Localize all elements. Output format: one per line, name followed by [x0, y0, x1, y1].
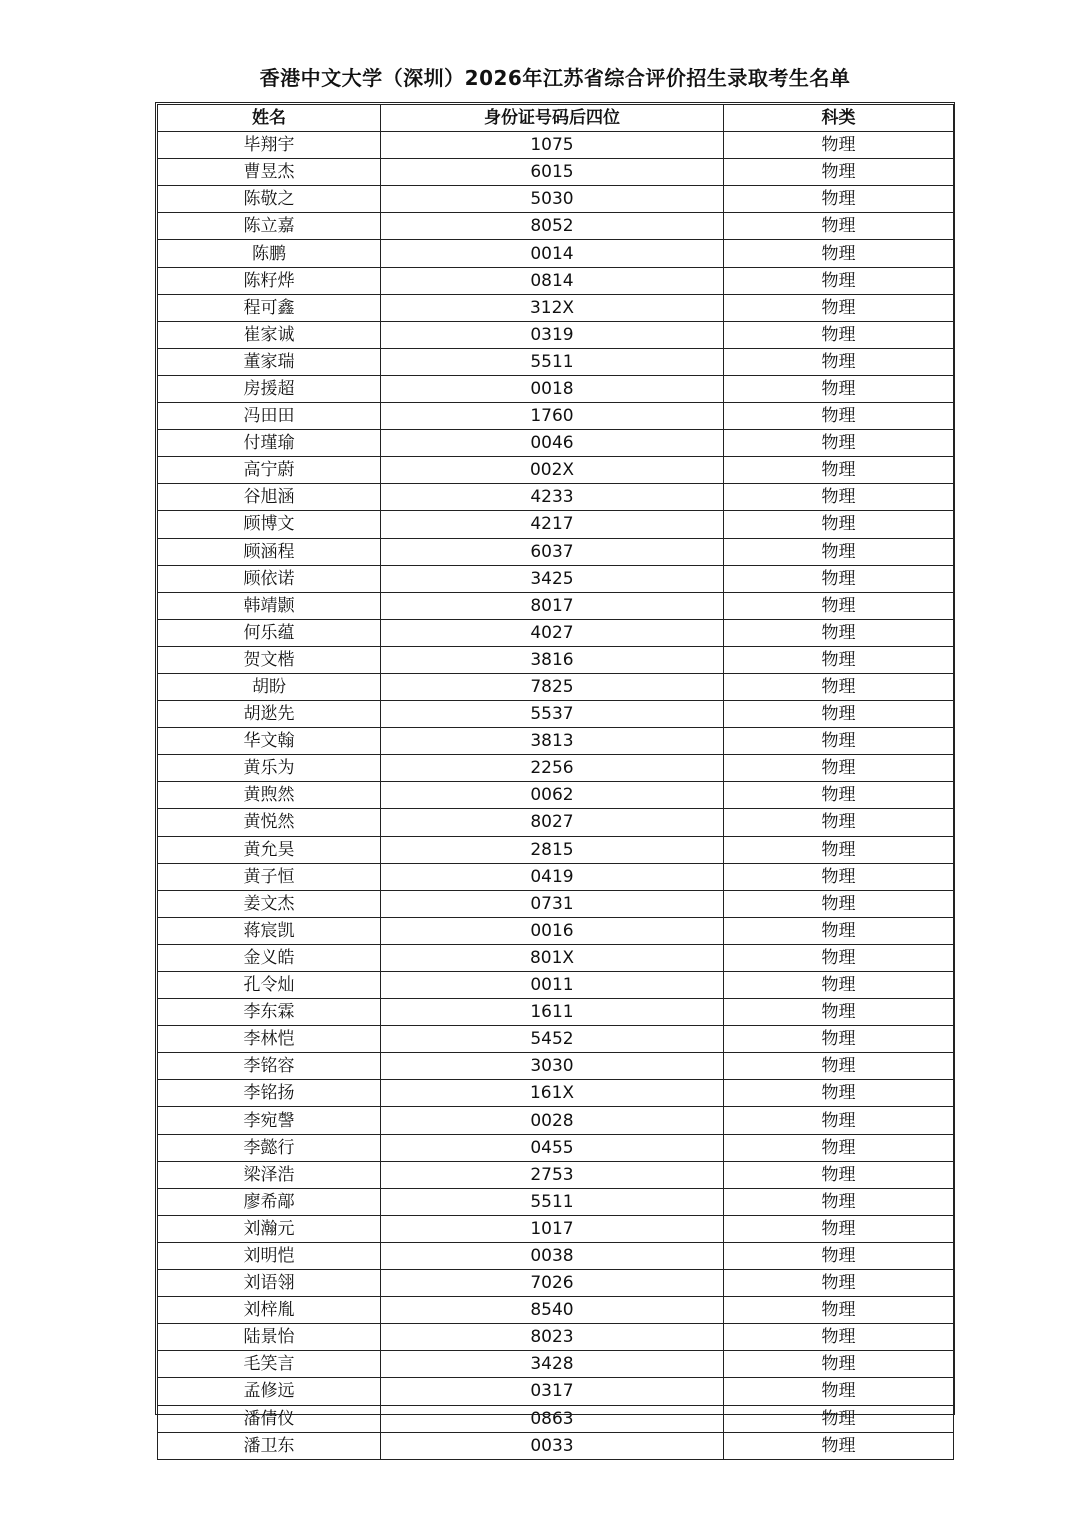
cell-name: 蒋宸凯 [158, 917, 381, 944]
cell-subject: 物理 [724, 972, 954, 999]
cell-name: 李铭扬 [158, 1080, 381, 1107]
table-row [158, 213, 954, 240]
cell-id-last4: 0033 [381, 1432, 724, 1459]
table-row [158, 1053, 954, 1080]
cell-subject: 物理 [724, 186, 954, 213]
cell-subject: 物理 [724, 646, 954, 673]
cell-id-last4: 2815 [381, 836, 724, 863]
cell-name: 金义皓 [158, 944, 381, 971]
table-row [158, 403, 954, 430]
cell-id-last4: 1760 [381, 403, 724, 430]
cell-name: 黄悦然 [158, 809, 381, 836]
table-row [158, 511, 954, 538]
cell-subject: 物理 [724, 538, 954, 565]
cell-subject: 物理 [724, 1242, 954, 1269]
cell-id-last4: 5030 [381, 186, 724, 213]
cell-subject: 物理 [724, 511, 954, 538]
table-row [158, 917, 954, 944]
cell-id-last4: 312X [381, 294, 724, 321]
cell-subject: 物理 [724, 348, 954, 375]
cell-subject: 物理 [724, 917, 954, 944]
table-row [158, 1432, 954, 1459]
table-row [158, 321, 954, 348]
cell-id-last4: 3428 [381, 1351, 724, 1378]
cell-subject: 物理 [724, 673, 954, 700]
cell-id-last4: 161X [381, 1080, 724, 1107]
cell-name: 李懿行 [158, 1134, 381, 1161]
cell-subject: 物理 [724, 701, 954, 728]
admission-table [157, 104, 954, 1460]
cell-subject: 物理 [724, 240, 954, 267]
table-row [158, 1297, 954, 1324]
cell-subject: 物理 [724, 1026, 954, 1053]
cell-name: 崔家诚 [158, 321, 381, 348]
cell-subject: 物理 [724, 1297, 954, 1324]
cell-id-last4: 1075 [381, 132, 724, 159]
cell-id-last4: 0062 [381, 782, 724, 809]
table-row [158, 619, 954, 646]
cell-name: 胡逖先 [158, 701, 381, 728]
cell-name: 房援超 [158, 375, 381, 402]
cell-id-last4: 5511 [381, 348, 724, 375]
cell-id-last4: 5452 [381, 1026, 724, 1053]
cell-name: 曹昱杰 [158, 159, 381, 186]
table-row [158, 375, 954, 402]
table-row [158, 1242, 954, 1269]
cell-name: 董家瑞 [158, 348, 381, 375]
cell-subject: 物理 [724, 1053, 954, 1080]
cell-id-last4: 8052 [381, 213, 724, 240]
cell-name: 刘语翎 [158, 1270, 381, 1297]
cell-subject: 物理 [724, 294, 954, 321]
header-subject: 科类 [724, 105, 954, 132]
cell-name: 李宛謦 [158, 1107, 381, 1134]
cell-subject: 物理 [724, 890, 954, 917]
cell-name: 廖希鄗 [158, 1188, 381, 1215]
cell-name: 付瑾瑜 [158, 430, 381, 457]
table-row [158, 701, 954, 728]
table-row [158, 1080, 954, 1107]
table-row [158, 728, 954, 755]
cell-id-last4: 0419 [381, 863, 724, 890]
cell-name: 韩靖颢 [158, 592, 381, 619]
cell-subject: 物理 [724, 1080, 954, 1107]
cell-subject: 物理 [724, 1378, 954, 1405]
cell-id-last4: 8017 [381, 592, 724, 619]
cell-subject: 物理 [724, 213, 954, 240]
cell-name: 何乐蕴 [158, 619, 381, 646]
cell-id-last4: 4027 [381, 619, 724, 646]
cell-name: 潘卫东 [158, 1432, 381, 1459]
cell-name: 顾依诺 [158, 565, 381, 592]
cell-name: 黄煦然 [158, 782, 381, 809]
cell-id-last4: 8540 [381, 1297, 724, 1324]
table-row [158, 836, 954, 863]
table-row [158, 1107, 954, 1134]
cell-subject: 物理 [724, 430, 954, 457]
table-row [158, 457, 954, 484]
table-row [158, 430, 954, 457]
table-row [158, 132, 954, 159]
cell-id-last4: 3425 [381, 565, 724, 592]
cell-id-last4: 3816 [381, 646, 724, 673]
cell-id-last4: 1017 [381, 1215, 724, 1242]
header-name: 姓名 [158, 105, 381, 132]
table-row [158, 1405, 954, 1432]
table-row [158, 159, 954, 186]
cell-name: 胡盼 [158, 673, 381, 700]
cell-name: 陈籽烨 [158, 267, 381, 294]
cell-subject: 物理 [724, 836, 954, 863]
cell-name: 孟修远 [158, 1378, 381, 1405]
table-row [158, 1270, 954, 1297]
cell-subject: 物理 [724, 1188, 954, 1215]
table-row [158, 484, 954, 511]
cell-subject: 物理 [724, 267, 954, 294]
table-row [158, 944, 954, 971]
cell-subject: 物理 [724, 1432, 954, 1459]
cell-subject: 物理 [724, 619, 954, 646]
cell-subject: 物理 [724, 728, 954, 755]
cell-id-last4: 0317 [381, 1378, 724, 1405]
table-row [158, 348, 954, 375]
table-row [158, 782, 954, 809]
cell-name: 顾涵程 [158, 538, 381, 565]
table-row [158, 240, 954, 267]
cell-name: 黄子恒 [158, 863, 381, 890]
table-row [158, 646, 954, 673]
cell-id-last4: 8023 [381, 1324, 724, 1351]
cell-subject: 物理 [724, 457, 954, 484]
cell-name: 梁泽浩 [158, 1161, 381, 1188]
table-row [158, 1161, 954, 1188]
table-row [158, 863, 954, 890]
cell-name: 刘瀚元 [158, 1215, 381, 1242]
cell-subject: 物理 [724, 1405, 954, 1432]
cell-id-last4: 7026 [381, 1270, 724, 1297]
cell-id-last4: 2256 [381, 755, 724, 782]
cell-id-last4: 0731 [381, 890, 724, 917]
table-row [158, 972, 954, 999]
cell-id-last4: 0016 [381, 917, 724, 944]
cell-name: 贺文楷 [158, 646, 381, 673]
table-row [158, 294, 954, 321]
cell-name: 刘明恺 [158, 1242, 381, 1269]
cell-id-last4: 6037 [381, 538, 724, 565]
cell-subject: 物理 [724, 782, 954, 809]
cell-subject: 物理 [724, 375, 954, 402]
table-row [158, 1134, 954, 1161]
cell-subject: 物理 [724, 1134, 954, 1161]
cell-name: 黄乐为 [158, 755, 381, 782]
table-row [158, 538, 954, 565]
cell-id-last4: 002X [381, 457, 724, 484]
page-title: 香港中文大学（深圳）2026年江苏省综合评价招生录取考生名单 [259, 66, 851, 90]
table-row [158, 1215, 954, 1242]
cell-name: 冯田田 [158, 403, 381, 430]
cell-id-last4: 0038 [381, 1242, 724, 1269]
cell-subject: 物理 [724, 1351, 954, 1378]
cell-name: 陆景怡 [158, 1324, 381, 1351]
cell-id-last4: 0011 [381, 972, 724, 999]
cell-id-last4: 3030 [381, 1053, 724, 1080]
cell-id-last4: 7825 [381, 673, 724, 700]
cell-subject: 物理 [724, 1107, 954, 1134]
cell-id-last4: 0814 [381, 267, 724, 294]
cell-name: 孔令灿 [158, 972, 381, 999]
cell-id-last4: 4217 [381, 511, 724, 538]
cell-id-last4: 5511 [381, 1188, 724, 1215]
table-row [158, 186, 954, 213]
cell-subject: 物理 [724, 592, 954, 619]
cell-name: 黄允昊 [158, 836, 381, 863]
cell-subject: 物理 [724, 321, 954, 348]
table-row [158, 1351, 954, 1378]
cell-name: 姜文杰 [158, 890, 381, 917]
table-row [158, 1378, 954, 1405]
table-row [158, 999, 954, 1026]
cell-name: 李林恺 [158, 1026, 381, 1053]
cell-name: 毕翔宇 [158, 132, 381, 159]
cell-id-last4: 3813 [381, 728, 724, 755]
cell-name: 程可鑫 [158, 294, 381, 321]
cell-subject: 物理 [724, 565, 954, 592]
cell-name: 李铭容 [158, 1053, 381, 1080]
cell-id-last4: 0014 [381, 240, 724, 267]
cell-subject: 物理 [724, 944, 954, 971]
cell-subject: 物理 [724, 1215, 954, 1242]
cell-name: 陈鹏 [158, 240, 381, 267]
cell-name: 毛笑言 [158, 1351, 381, 1378]
cell-subject: 物理 [724, 809, 954, 836]
cell-subject: 物理 [724, 403, 954, 430]
cell-id-last4: 1611 [381, 999, 724, 1026]
table-row [158, 673, 954, 700]
cell-subject: 物理 [724, 484, 954, 511]
cell-id-last4: 0863 [381, 1405, 724, 1432]
cell-subject: 物理 [724, 863, 954, 890]
cell-id-last4: 0046 [381, 430, 724, 457]
cell-id-last4: 0028 [381, 1107, 724, 1134]
cell-id-last4: 6015 [381, 159, 724, 186]
cell-id-last4: 0319 [381, 321, 724, 348]
cell-name: 谷旭涵 [158, 484, 381, 511]
cell-id-last4: 4233 [381, 484, 724, 511]
cell-id-last4: 8027 [381, 809, 724, 836]
cell-name: 潘倩仪 [158, 1405, 381, 1432]
table-row [158, 1026, 954, 1053]
cell-subject: 物理 [724, 755, 954, 782]
table-row [158, 755, 954, 782]
table-row [158, 565, 954, 592]
table-body [158, 132, 954, 1460]
cell-subject: 物理 [724, 132, 954, 159]
cell-name: 高宁蔚 [158, 457, 381, 484]
cell-subject: 物理 [724, 1161, 954, 1188]
header-id-last4: 身份证号码后四位 [381, 105, 724, 132]
cell-name: 陈敬之 [158, 186, 381, 213]
cell-id-last4: 801X [381, 944, 724, 971]
cell-id-last4: 5537 [381, 701, 724, 728]
cell-name: 陈立嘉 [158, 213, 381, 240]
table-row [158, 1324, 954, 1351]
table-row [158, 809, 954, 836]
cell-name: 李东霖 [158, 999, 381, 1026]
cell-id-last4: 0018 [381, 375, 724, 402]
cell-id-last4: 0455 [381, 1134, 724, 1161]
cell-subject: 物理 [724, 1270, 954, 1297]
cell-subject: 物理 [724, 1324, 954, 1351]
table-row [158, 267, 954, 294]
cell-subject: 物理 [724, 159, 954, 186]
cell-id-last4: 2753 [381, 1161, 724, 1188]
cell-name: 华文翰 [158, 728, 381, 755]
cell-name: 刘梓胤 [158, 1297, 381, 1324]
table-row [158, 1188, 954, 1215]
table-row [158, 890, 954, 917]
table-header-row [158, 105, 954, 132]
cell-subject: 物理 [724, 999, 954, 1026]
cell-name: 顾博文 [158, 511, 381, 538]
table-row [158, 592, 954, 619]
